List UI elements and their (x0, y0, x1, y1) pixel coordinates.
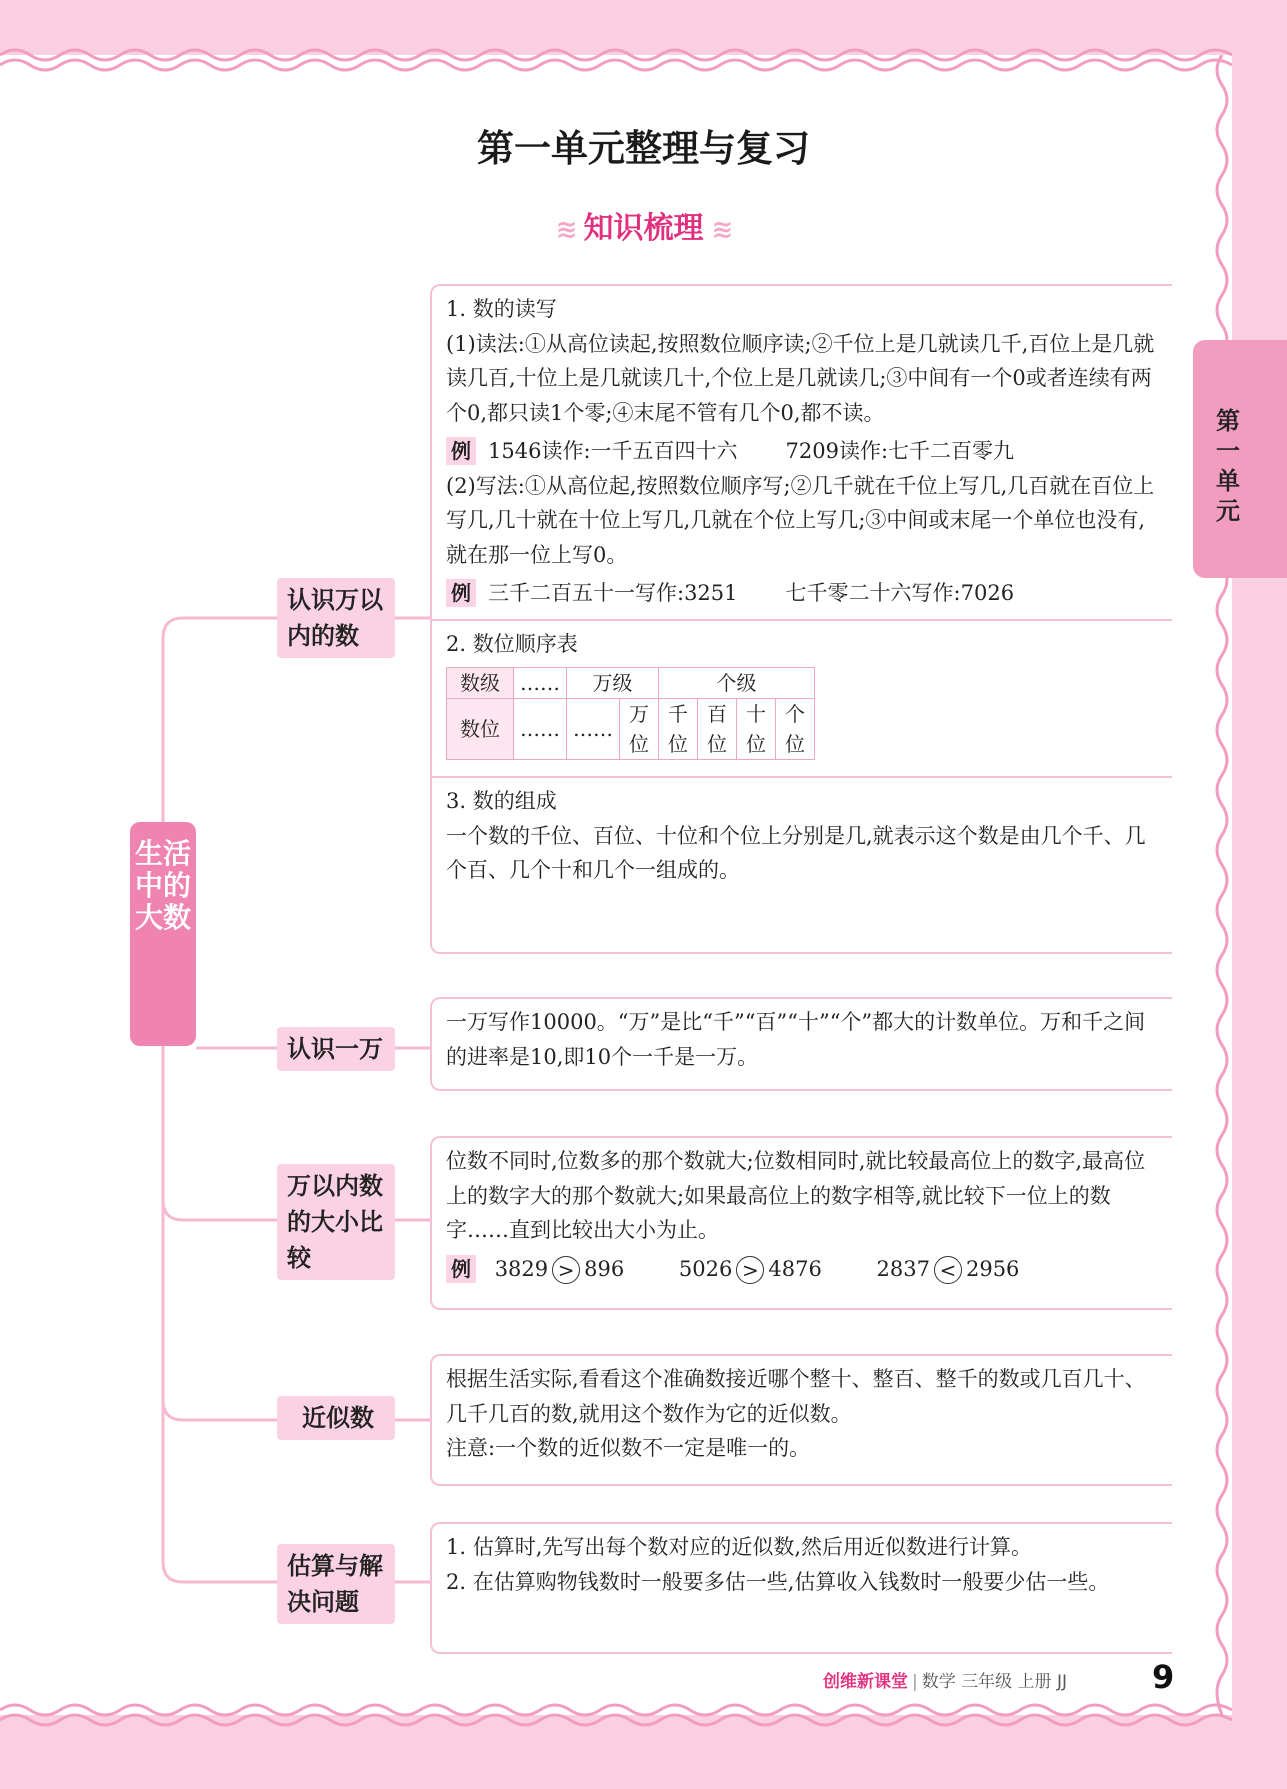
compare-a: 5026 (678, 1256, 733, 1281)
table-cell: 数位 (447, 699, 514, 760)
table-cell: 千位 (659, 699, 698, 760)
write-example (446, 576, 1160, 611)
content-box-compare (430, 1136, 1172, 1310)
estimation-line-1: 1. 估算时,先写出每个数对应的近似数,然后用近似数进行计算。 (446, 1535, 1033, 1559)
greater-than-icon: > (736, 1256, 764, 1284)
table-cell: 百位 (698, 699, 737, 760)
table-cell: 万位 (620, 699, 659, 760)
footer-separator: | (912, 1672, 918, 1692)
footer (823, 1667, 1123, 1692)
read-rule: (1)读法:①从高位读起,按照数位顺序读;②千位上是几就读几千,百位上是几就读几百,十位上是几就读几十,个位上是几就读几;③中间有一个0或者连续有两个0,都只读1个零;④末尾不管有几个0,都不读。 (446, 331, 1155, 425)
content-box-estimation (430, 1522, 1172, 1654)
greater-than-icon: > (552, 1256, 580, 1284)
place-value-table (446, 667, 815, 760)
approximate-note: 注意:一个数的近似数不一定是唯一的。 (446, 1436, 811, 1460)
table-row (447, 668, 815, 699)
wave-decoration-icon: ≋ (711, 215, 732, 245)
wavy-right-border (1212, 55, 1242, 1715)
example-tag: 例 (446, 1255, 476, 1283)
table-cell: 十位 (737, 699, 776, 760)
composition-text: 一个数的千位、百位、十位和个位上分别是几,就表示这个数是由几个千、几个百、几个十和几个一组成的。 (446, 823, 1146, 882)
write-rule: (2)写法:①从高位起,按照数位顺序写;②几千就在千位上写几,几百就在百位上写几,几十就在十位上写几,几就在个位上写几;③中间或末尾一个单位也没有,就在那一位上写0。 (446, 473, 1155, 567)
root-topic (130, 822, 196, 1046)
compare-a: 3829 (494, 1256, 549, 1281)
table-cell: 数级 (447, 668, 514, 699)
branch-node-numbers-within-10000: 认识万以内的数 (277, 578, 395, 658)
branch-node-approximate-numbers: 近似数 (277, 1396, 395, 1440)
content-box-numbers-within-10000 (430, 284, 1172, 954)
table-cell: 个位 (776, 699, 815, 760)
branch-node-estimation: 估算与解决问题 (277, 1544, 395, 1624)
example-tag: 例 (446, 437, 476, 465)
compare-b: 4876 (768, 1256, 822, 1281)
section-heading: 3. 数的组成 (446, 789, 557, 813)
write-example-2: 七千零二十六写作:7026 (785, 581, 1015, 605)
footer-info: 数学 三年级 上册 JJ (921, 1672, 1067, 1692)
approximate-section (432, 1356, 1172, 1474)
page-title: 第一单元整理与复习 (477, 127, 810, 170)
compare-a: 2837 (876, 1256, 930, 1281)
read-example-2: 7209读作:七千二百零九 (785, 439, 1015, 463)
section-heading: 1. 数的读写 (446, 297, 557, 321)
wavy-top-border (0, 40, 1232, 80)
write-example-1: 三千二百五十一写作:3251 (488, 581, 738, 605)
ten-thousand-text: 一万写作10000。“万”是比“千”“百”“十”“个”都大的计数单位。万和千之间的进率是10,即10个一千是一万。 (446, 1010, 1146, 1069)
section-read-write (432, 286, 1172, 619)
content-box-ten-thousand (430, 997, 1172, 1091)
content-box-approximate (430, 1354, 1172, 1486)
subtitle-text: 知识梳理 (583, 211, 704, 246)
section-heading: 2. 数位顺序表 (446, 631, 578, 656)
wavy-bottom-border (0, 1695, 1232, 1735)
example-tag: 例 (446, 579, 476, 607)
compare-section (432, 1138, 1172, 1294)
section-place-value-table (432, 619, 1172, 777)
approximate-text: 根据生活实际,看看这个准确数接近哪个整十、整百、整千的数或几百几十、几千几百的数,就用这个数作为它的近似数。 (446, 1367, 1146, 1426)
root-topic-label: 生活中的大数 (134, 837, 191, 934)
compare-examples (446, 1252, 1160, 1287)
page-number: 9 (1152, 1658, 1175, 1696)
compare-b: 2956 (965, 1256, 1020, 1281)
estimation-section (432, 1524, 1172, 1607)
unit-side-tab[interactable] (1193, 340, 1287, 578)
read-example-1: 1546读作:一千五百四十六 (488, 439, 738, 463)
section-composition (432, 776, 1172, 896)
table-cell: …… (514, 699, 567, 760)
branch-node-compare-numbers: 万以内数的大小比较 (277, 1164, 395, 1280)
compare-rule: 位数不同时,位数多的那个数就大;位数相同时,就比较最高位上的数字,最高位上的数字大的那个数就大;如果最高位上的数字相等,就比较下一位上的数字……直到比较出大小为止。 (446, 1149, 1146, 1242)
section-subtitle (0, 203, 1287, 247)
wave-decoration-icon: ≋ (555, 215, 576, 245)
table-cell: 个级 (659, 668, 815, 699)
footer-brand: 创维新课堂 (823, 1672, 908, 1692)
branch-node-know-ten-thousand: 认识一万 (277, 1027, 395, 1071)
table-cell: …… (567, 699, 620, 760)
table-row (447, 699, 815, 760)
read-example (446, 434, 1160, 469)
estimation-line-2: 2. 在估算购物钱数时一般要多估一些,估算收入钱数时一般要少估一些。 (446, 1569, 1110, 1594)
table-cell: 万级 (567, 668, 659, 699)
less-than-icon: < (934, 1256, 962, 1284)
compare-b: 896 (584, 1256, 625, 1281)
table-cell: …… (514, 668, 567, 699)
unit-side-tab-label: 第一单元 (1216, 407, 1240, 525)
